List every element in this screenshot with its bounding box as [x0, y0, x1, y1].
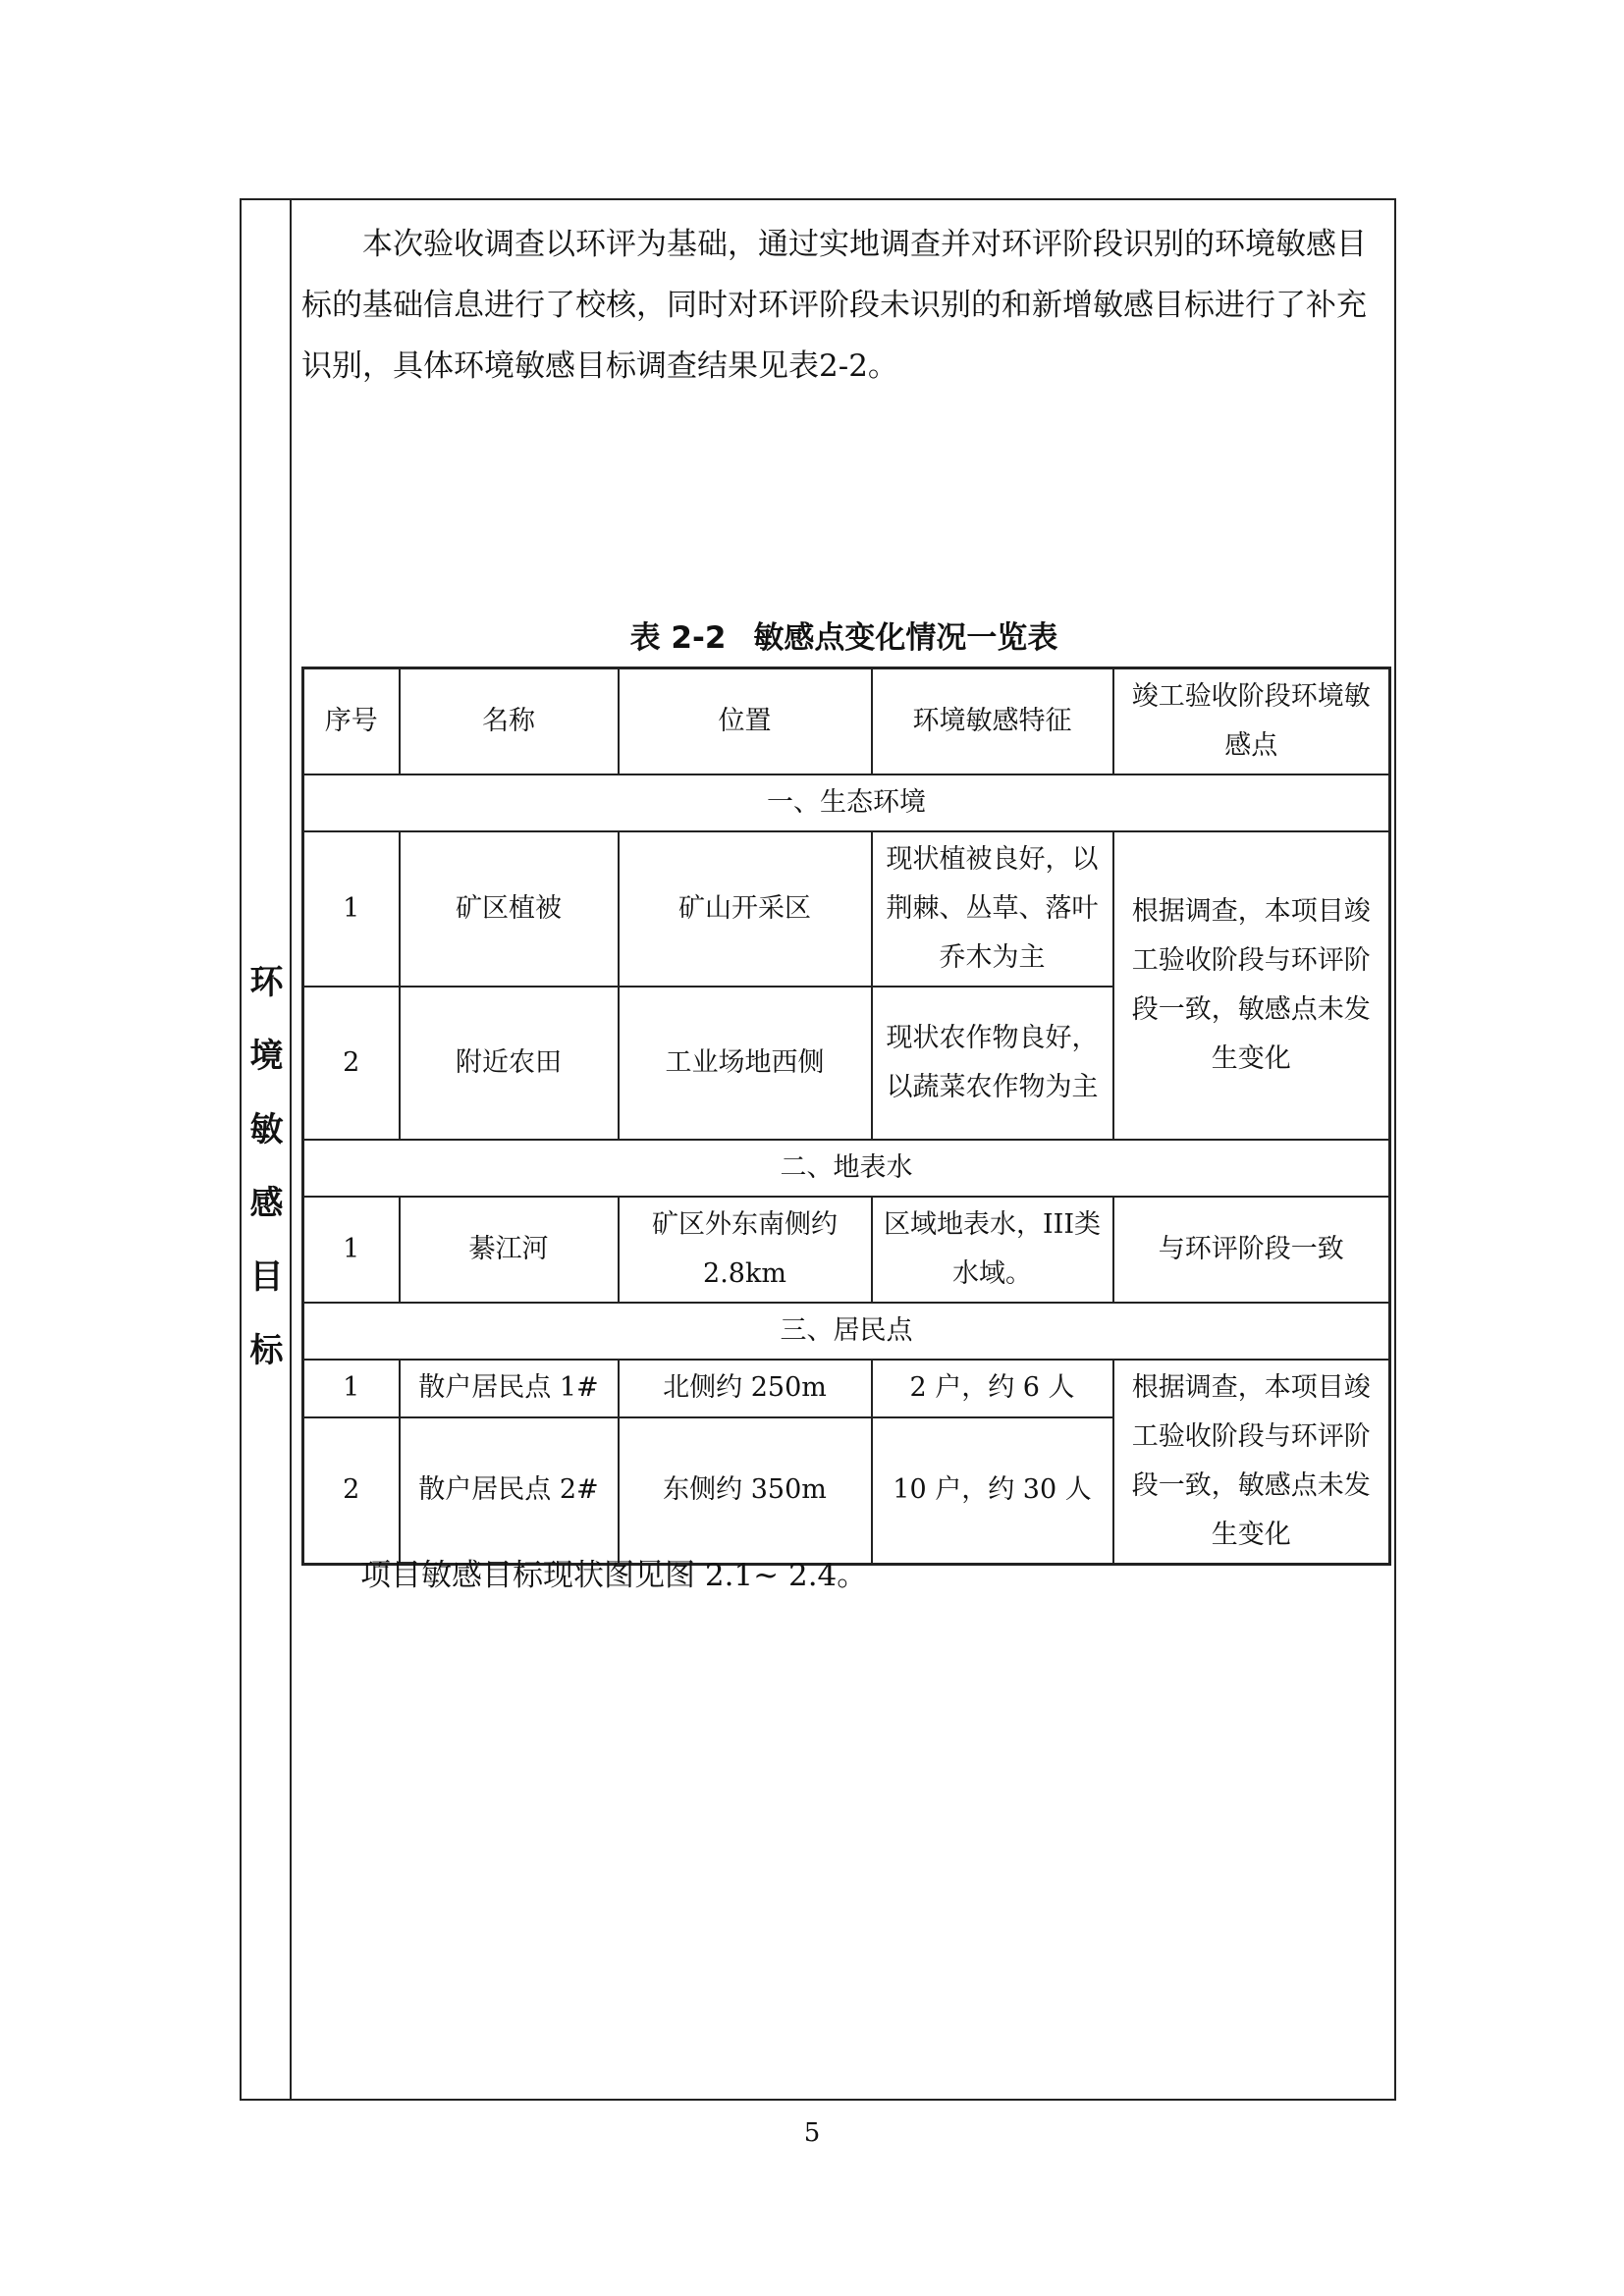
cell-name: 矿区植被: [400, 831, 619, 987]
cell-name: 綦江河: [400, 1197, 619, 1303]
section-row-ecology: [303, 774, 1390, 831]
intro-paragraph: 本次验收调查以环评为基础，通过实地调查并对环评阶段识别的环境敏感目标的基础信息进行了校核，同时对环评阶段未识别的和新增敏感目标进行了补充识别，具体环境敏感目标调查结果见表2-2。: [301, 227, 1367, 384]
section-label: 二、地表水: [303, 1140, 1390, 1197]
side-title-char: 境: [249, 1037, 284, 1076]
header-cell: 竣工验收阶段环境敏感点: [1113, 668, 1390, 775]
side-title-char: 目: [249, 1257, 284, 1297]
table-number: 表 2-2: [629, 620, 727, 656]
cell-no: 2: [303, 1417, 400, 1565]
side-title-char: 环: [249, 963, 284, 1002]
table-title: 敏感点变化情况一览表: [753, 620, 1058, 656]
cell-location: 矿山开采区: [619, 831, 872, 987]
table-header-row: [303, 668, 1390, 775]
cell-location: 北侧约 250m: [619, 1360, 872, 1417]
header-cell: 名称: [400, 668, 619, 775]
section-label: 一、生态环境: [303, 774, 1390, 831]
cell-no: 2: [303, 987, 400, 1140]
side-title-char: 感: [249, 1184, 284, 1223]
section-row-residents: [303, 1303, 1390, 1360]
side-title: [242, 946, 292, 1388]
content-area: [292, 200, 1394, 2099]
cell-location: 矿区外东南侧约2.8km: [619, 1197, 872, 1303]
cell-feature: 10 户，约 30 人: [872, 1417, 1113, 1565]
table-caption: [292, 613, 1396, 657]
figure-note: 项目敏感目标现状图见图 2.1~ 2.4。: [360, 1558, 868, 1593]
side-title-char: 敏: [249, 1110, 284, 1149]
section-label: 三、居民点: [303, 1303, 1390, 1360]
header-cell: 序号: [303, 668, 400, 775]
cell-name: 散户居民点 1#: [400, 1360, 619, 1417]
cell-no: 1: [303, 831, 400, 987]
side-title-char: 标: [249, 1331, 284, 1370]
cell-feature: 现状农作物良好，以蔬菜农作物为主: [872, 987, 1113, 1140]
cell-feature: 区域地表水，III类水域。: [872, 1197, 1113, 1303]
header-cell: 环境敏感特征: [872, 668, 1113, 775]
cell-feature: 现状植被良好，以荆棘、丛草、落叶乔木为主: [872, 831, 1113, 987]
table-row: [303, 1197, 1390, 1303]
table-row: [303, 1360, 1390, 1417]
cell-location: 工业场地西侧: [619, 987, 872, 1140]
sensitive-points-table: [301, 667, 1391, 1566]
cell-feature: 2 户，约 6 人: [872, 1360, 1113, 1417]
cell-name: 散户居民点 2#: [400, 1417, 619, 1565]
document-frame: [240, 198, 1396, 2101]
cell-name: 附近农田: [400, 987, 619, 1140]
section-row-surface-water: [303, 1140, 1390, 1197]
cell-no: 1: [303, 1197, 400, 1303]
header-cell: 位置: [619, 668, 872, 775]
side-column: [242, 200, 292, 2099]
cell-location: 东侧约 350m: [619, 1417, 872, 1565]
table-row: [303, 831, 1390, 987]
cell-result: 与环评阶段一致: [1113, 1197, 1390, 1303]
cell-no: 1: [303, 1360, 400, 1417]
cell-result: 根据调查，本项目竣工验收阶段与环评阶段一致，敏感点未发生变化: [1113, 831, 1390, 1140]
cell-result: 根据调查，本项目竣工验收阶段与环评阶段一致，敏感点未发生变化: [1113, 1360, 1390, 1565]
page-number: 5: [803, 2118, 821, 2148]
